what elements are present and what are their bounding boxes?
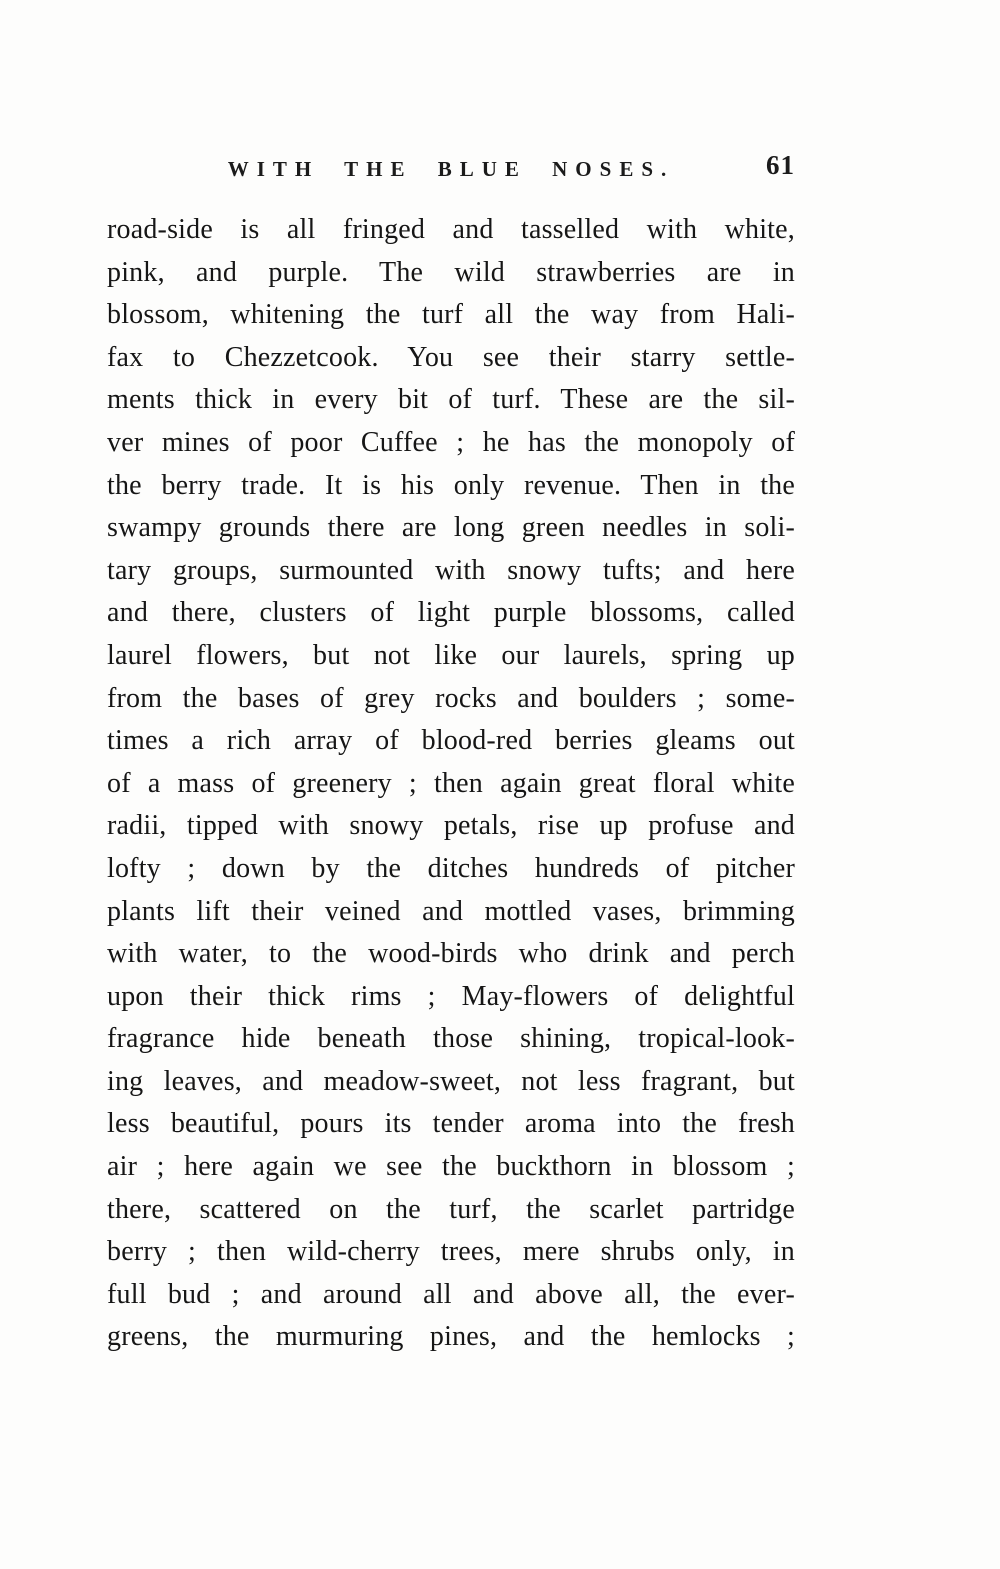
page-number: 61 — [766, 150, 795, 180]
text-line: full bud ; and around all and above all, the ever- — [107, 1278, 795, 1310]
text-line: radii, tipped with snowy petals, rise up profuse and — [107, 810, 795, 842]
text-line: upon their thick rims ; May-flowers of delightful — [107, 980, 795, 1012]
text-line: the berry trade. It is his only revenue. Then in the — [107, 469, 795, 501]
page-text — [107, 209, 795, 1359]
text-line: from the bases of grey rocks and boulders ; some- — [107, 682, 795, 714]
text-line: fax to Chezzetcook. You see their starry settle- — [107, 341, 795, 373]
text-line: with water, to the wood-birds who drink and perch — [107, 938, 795, 970]
text-line: times a rich array of blood-red berries gleams out — [107, 725, 795, 757]
text-line: ver mines of poor Cuffee ; he has the monopoly of — [107, 426, 795, 458]
running-title: WITH THE BLUE NOSES. — [227, 157, 675, 181]
text-line: of a mass of greenery ; then again great floral white — [107, 767, 795, 799]
text-line: lofty ; down by the ditches hundreds of pitcher — [107, 852, 795, 884]
text-line: less beautiful, pours its tender aroma into the fresh — [107, 1108, 795, 1140]
text-line: laurel flowers, but not like our laurels, spring up — [107, 639, 795, 671]
text-line: air ; here again we see the buckthorn in blossom ; — [107, 1151, 795, 1183]
text-line: greens, the murmuring pines, and the hemlocks ; — [107, 1321, 795, 1353]
text-line: there, scattered on the turf, the scarlet partridge — [107, 1193, 795, 1225]
text-line: fragrance hide beneath those shining, tropical-look- — [107, 1023, 795, 1055]
text-line: ments thick in every bit of turf. These are the sil- — [107, 384, 795, 416]
running-header — [107, 146, 795, 190]
text-line: berry ; then wild-cherry trees, mere shrubs only, in — [107, 1236, 795, 1268]
text-line: ing leaves, and meadow-sweet, not less fragrant, but — [107, 1065, 795, 1097]
text-line: and there, clusters of light purple blossoms, called — [107, 597, 795, 629]
text-line: blossom, whitening the turf all the way from Hali- — [107, 299, 795, 331]
text-line: tary groups, surmounted with snowy tufts; and here — [107, 554, 795, 586]
text-line: plants lift their veined and mottled vases, brimming — [107, 895, 795, 927]
text-line: road-side is all fringed and tasselled with white, — [107, 214, 795, 245]
text-line: swampy grounds there are long green needles in soli- — [107, 512, 795, 544]
text-line: pink, and purple. The wild strawberries are in — [107, 256, 795, 288]
